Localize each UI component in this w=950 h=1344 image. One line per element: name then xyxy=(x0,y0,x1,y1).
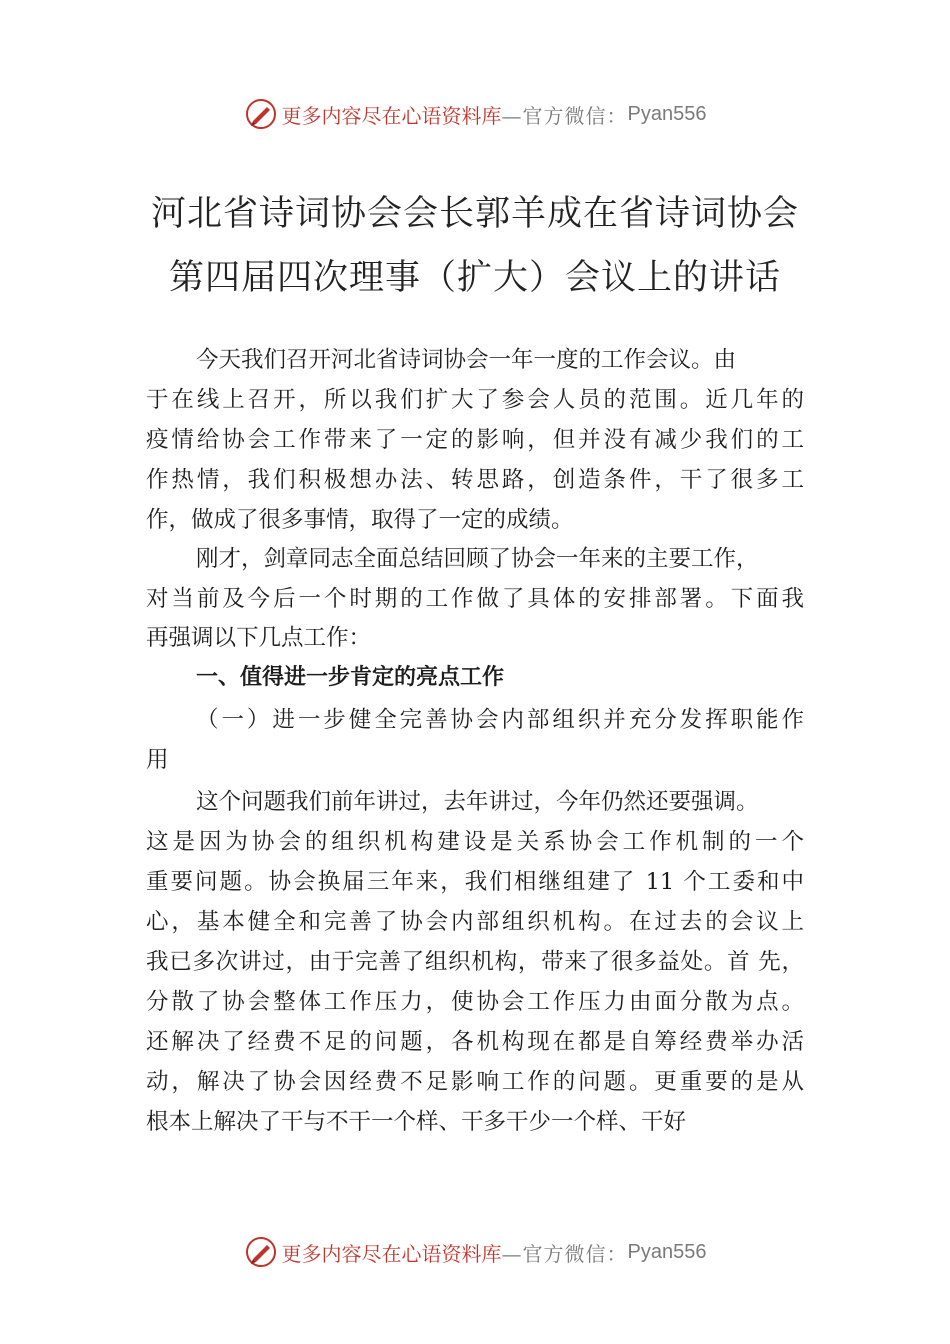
watermark-header xyxy=(0,94,950,134)
body-line-16: 动，解决了协会因经费不足影响工作的问题。更重要的是从 xyxy=(146,1069,804,1095)
body-line-13: 我已多次讲过，由于完善了组织机构，带来了很多益处。首 先， xyxy=(146,949,804,975)
subsection-heading-1: （一）进一步健全完善协会内部组织并充分发挥职能作 xyxy=(196,707,804,733)
body-line-2: 于在线上召开，所以我们扩大了参会人员的范围。近几年的 xyxy=(146,387,804,413)
document-title-line-2: 第四届四次理事（扩大）会议上的讲话 xyxy=(168,258,781,298)
watermark-wechat-label: —官方微信： xyxy=(501,1241,628,1266)
body-line-5: 作，做成了很多事情，取得了一定的成绩。 xyxy=(146,507,574,533)
body-line-14: 分散了协会整体工作压力，使协会工作压力由面分散为点。 xyxy=(146,989,804,1015)
body-line-12: 心，基本健全和完善了协会内部组织机构。在过去的会议上 xyxy=(146,909,804,935)
watermark-brand: 更多内容尽在心语资料库 xyxy=(281,1241,502,1266)
body-line-11: 重要问题。协会换届三年来，我们相继组建了 11 个工委和中 xyxy=(146,869,804,895)
subsection-heading-1-cont: 用 xyxy=(146,747,169,773)
body-line-17: 根本上解决了干与不干一个样、干多干少一个样、干好 xyxy=(146,1109,687,1135)
body-line-1: 今天我们召开河北省诗词协会一年一度的工作会议。由 xyxy=(196,347,737,373)
body-line-9: 这个问题我们前年讲过，去年讲过，今年仍然还要强调。 xyxy=(196,789,759,815)
watermark-wechat-id: Pyan556 xyxy=(627,102,707,125)
watermark-wechat-label: —官方微信： xyxy=(501,103,628,128)
body-line-7: 对当前及今后一个时期的工作做了具体的安排部署。下面我 xyxy=(146,586,804,612)
section-heading-1: 一、值得进一步肯定的亮点工作 xyxy=(196,665,505,690)
body-line-15: 还解决了经费不足的问题，各机构现在都是自筹经费举办活 xyxy=(146,1029,804,1055)
body-line-3: 疫情给协会工作带来了一定的影响，但并没有减少我们的工 xyxy=(146,427,804,453)
body-line-6: 刚才，剑章同志全面总结回顾了协会一年来的主要工作， xyxy=(196,546,759,572)
body-line-4: 作热情，我们积极想办法、转思路，创造条件，干了很多工 xyxy=(146,467,804,493)
body-line-8: 再强调以下几点工作： xyxy=(146,625,372,651)
watermark-wechat-id: Pyan556 xyxy=(627,1240,707,1263)
body-line-10: 这是因为协会的组织机构建设是关系协会工作机制的一个 xyxy=(146,829,804,855)
pen-seal-logo-icon xyxy=(244,97,278,131)
pen-seal-logo-icon xyxy=(244,1235,278,1269)
document-title-line-1: 河北省诗词协会会长郭羊成在省诗词协会 xyxy=(150,194,799,234)
watermark-footer xyxy=(0,1232,950,1272)
watermark-brand: 更多内容尽在心语资料库 xyxy=(281,103,502,128)
